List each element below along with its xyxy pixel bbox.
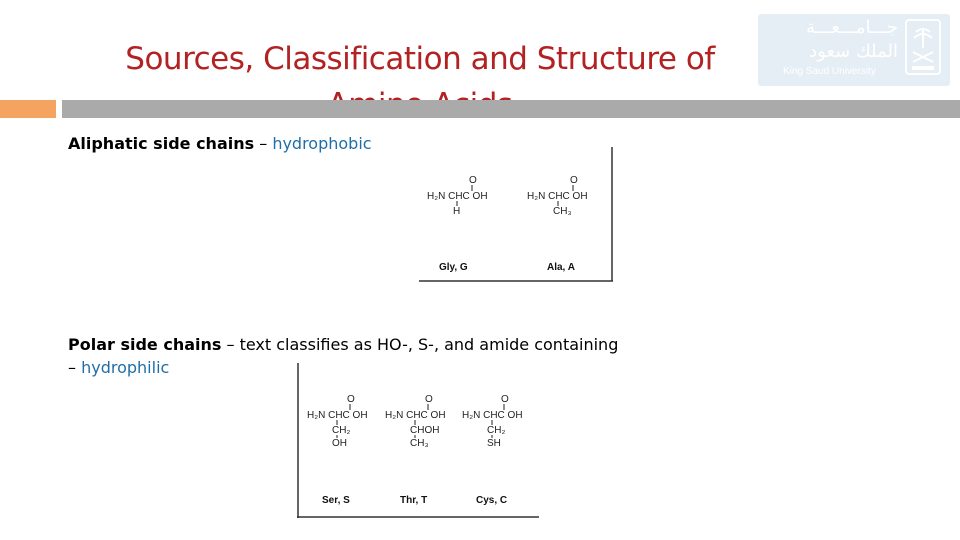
slide-title-line1: Sources, Classification and Structure of	[125, 41, 715, 77]
thr-side-chain-1: CHOH	[410, 425, 440, 436]
ala-caption: Ala, A	[547, 262, 575, 273]
aliphatic-property: hydrophobic	[272, 134, 372, 153]
polar-text	[68, 334, 618, 356]
thr-backbone: H₂N CHC OH	[385, 410, 446, 421]
accent-bar-orange	[0, 100, 56, 118]
cys-backbone: H₂N CHC OH	[462, 410, 523, 421]
gly-side-chain: H	[453, 206, 461, 217]
university-logo	[758, 14, 950, 86]
ser-backbone: H₂N CHC OH	[307, 410, 368, 421]
cys-side-chain-2: SH	[487, 438, 501, 449]
gly-caption: Gly, G	[439, 262, 468, 273]
thr-caption: Thr, T	[400, 495, 428, 506]
aliphatic-text	[68, 133, 372, 155]
gly-backbone: H₂N CHC OH	[427, 191, 488, 202]
logo-arabic-line2: الملك سعود	[809, 41, 898, 62]
polar-dash: –	[68, 358, 82, 377]
cys-oxygen: O	[501, 394, 509, 405]
ser-oxygen: O	[347, 394, 355, 405]
thr-oxygen: O	[425, 394, 433, 405]
thr-side-chain-2: CH₃	[410, 438, 429, 449]
accent-bar-gray	[62, 100, 960, 118]
ala-oxygen: O	[570, 175, 578, 186]
polar-text-line2	[68, 357, 169, 379]
polar-property: hydrophilic	[81, 358, 170, 377]
gly-oxygen: O	[469, 175, 477, 186]
palm-emblem-icon	[904, 18, 942, 76]
ala-side-chain: CH₃	[553, 206, 572, 217]
ala-backbone: H₂N CHC OH	[527, 191, 588, 202]
polar-heading: Polar side chains	[68, 335, 222, 354]
ser-side-chain-2: OH	[332, 438, 347, 449]
logo-arabic-line1: جـــامـــعـــة	[805, 17, 898, 38]
aliphatic-structures-figure	[419, 145, 613, 282]
ser-caption: Ser, S	[322, 495, 350, 506]
aliphatic-dash: –	[254, 134, 273, 153]
ser-side-chain-1: CH₂	[332, 425, 351, 436]
logo-english-name: King Saud University	[783, 66, 876, 77]
cys-side-chain-1: CH₂	[487, 425, 506, 436]
aliphatic-heading: Aliphatic side chains	[68, 134, 255, 153]
polar-structures-figure	[297, 363, 539, 518]
polar-description: – text classifies as HO-, S-, and amide containing	[221, 335, 619, 354]
cys-caption: Cys, C	[476, 495, 508, 506]
